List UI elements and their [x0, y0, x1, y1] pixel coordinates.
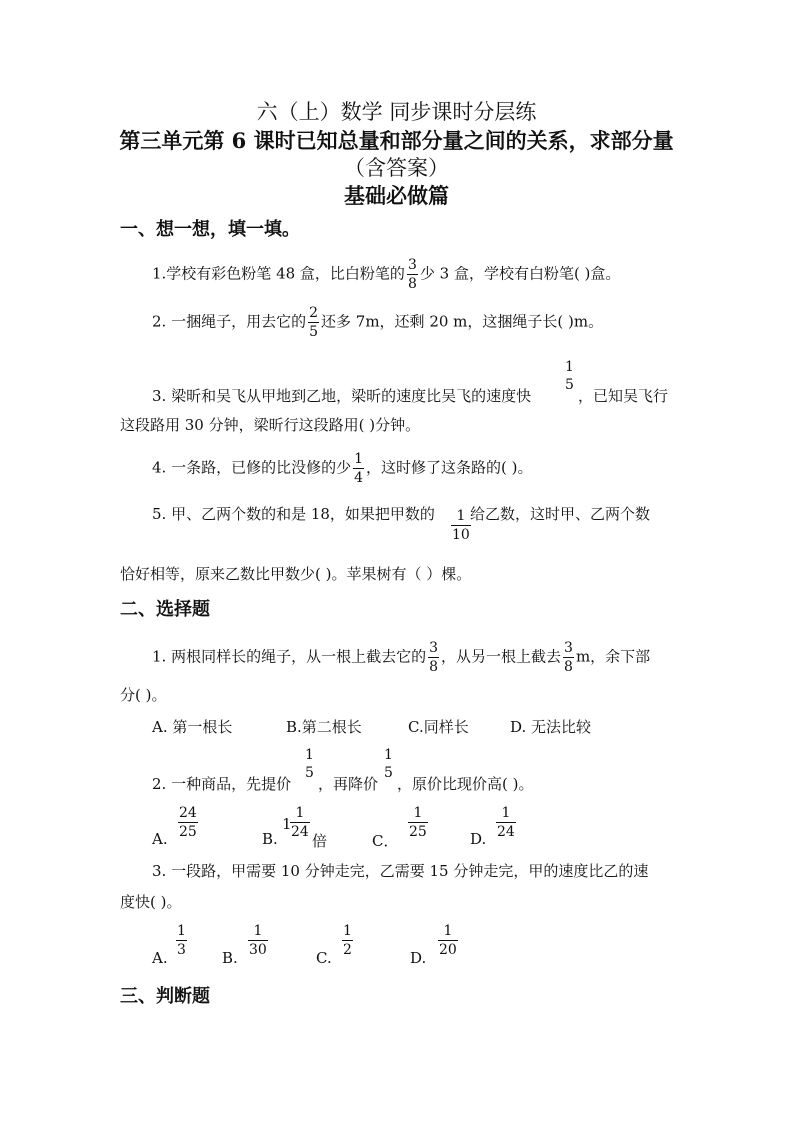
frac-numerator: 1 — [384, 747, 393, 763]
s1-q2-text-b: 还多 7m，还剩 20 m，这捆绳子长( )m。 — [321, 312, 604, 331]
s1-q5-text-a: 5. 甲、乙两个数的和是 18，如果把甲数的 — [152, 505, 435, 523]
s1-q3-text-c: 这段路用 30 分钟，梁昕行这段路用( )分钟。 — [120, 416, 421, 434]
frac-numerator: 3 — [429, 640, 439, 656]
frac-denominator: 25 — [409, 824, 427, 840]
s2-q2-text-a: 2. 一种商品，先提价 — [152, 775, 292, 793]
frac-denominator: 24 — [291, 824, 309, 840]
s1-q3-fraction — [564, 360, 575, 392]
s1-q5-text-b: 给乙数，这时甲、乙两个数 — [470, 505, 651, 523]
s1-q1-fraction — [407, 258, 418, 291]
s2-q1-text-b: ，从另一根上截去 — [441, 647, 562, 666]
s1-q4-fraction — [353, 452, 364, 485]
frac-numerator: 3 — [407, 257, 417, 273]
s1-q4-text-b: ，这时修了这条路的( )。 — [366, 458, 533, 477]
frac-denominator: 8 — [407, 276, 417, 292]
s2-q3-text-b: 度快( )。 — [120, 893, 182, 911]
s2-q1-text-d: 分( )。 — [120, 686, 167, 704]
frac-denominator: 5 — [305, 765, 314, 781]
s2-q2-option-c-fraction — [408, 806, 428, 839]
frac-denominator: 30 — [249, 942, 267, 958]
section1-title: 一、想一想，填一填。 — [120, 219, 300, 240]
s2-q2-option-b-label: B. — [262, 830, 278, 848]
s2-q3-option-c-label: C. — [316, 949, 332, 967]
frac-numerator: 1 — [565, 359, 574, 375]
s2-q2-option-b-fraction — [290, 806, 310, 839]
frac-denominator: 20 — [439, 942, 457, 958]
frac-numerator: 24 — [179, 805, 197, 821]
s2-q3-option-b-fraction — [248, 924, 268, 957]
s2-q1-option-d: D. 无法比较 — [510, 718, 592, 736]
s2-q1-text-a: 1. 两根同样长的绳子，从一根上截去它的 — [152, 647, 427, 666]
s2-q1-fraction-2 — [563, 641, 574, 674]
s1-q1-text-b: 少 3 盒，学校有白粉笔( )盒。 — [419, 264, 621, 283]
s2-q1-fraction-1 — [428, 641, 439, 674]
s2-q2-text-b: ，再降价 — [318, 775, 379, 793]
frac-numerator: 1 — [248, 924, 268, 941]
s2-q3-text-a: 3. 一段路，甲需要 10 分钟走完，乙需要 15 分钟走完，甲的速度比乙的速 — [152, 862, 649, 880]
frac-numerator: 1 — [438, 924, 458, 941]
frac-numerator: 1 — [451, 509, 471, 526]
s2-q2-option-d-label: D. — [470, 830, 487, 848]
frac-denominator: 24 — [497, 824, 515, 840]
frac-numerator: 3 — [564, 640, 573, 656]
s2-q2-fraction-1 — [304, 748, 315, 780]
s2-q2-text-c: ，原价比现价高( )。 — [397, 775, 534, 793]
s1-question-1 — [152, 258, 620, 291]
s2-q3-option-a-label: A. — [152, 949, 168, 967]
frac-numerator: 1 — [290, 806, 310, 823]
frac-denominator: 25 — [179, 824, 197, 840]
frac-numerator: 2 — [309, 305, 319, 321]
s2-q3-option-c-fraction — [342, 924, 353, 957]
frac-numerator: 1 — [354, 451, 364, 467]
s1-q3-text-b: ，已知吴飞行 — [578, 387, 669, 405]
header-level: 基础必做篇 — [344, 183, 449, 208]
frac-numerator: 1 — [177, 923, 186, 939]
s2-q3-option-d-label: D. — [410, 949, 427, 967]
s1-q4-text-a: 4. 一条路，已修的比没修的少 — [152, 458, 352, 477]
frac-denominator: 10 — [452, 527, 470, 543]
frac-denominator: 4 — [354, 470, 364, 486]
s2-question-1 — [152, 641, 650, 674]
frac-denominator: 5 — [384, 765, 393, 781]
frac-numerator: 1 — [408, 806, 428, 823]
s2-q2-option-a-label: A. — [152, 830, 168, 848]
s2-q1-option-b: B.第二根长 — [286, 718, 362, 736]
s2-q2-option-d-fraction — [496, 806, 516, 839]
header-subtitle: 第三单元第 6 课时已知总量和部分量之间的关系，求部分量 — [119, 128, 674, 153]
s1-question-3-line1 — [152, 385, 531, 406]
s2-q2-option-a-fraction — [178, 806, 198, 839]
frac-denominator: 5 — [309, 324, 319, 340]
section3-title: 三、判断题 — [120, 986, 210, 1007]
frac-numerator: 1 — [305, 747, 314, 763]
s1-q2-text-a: 2. 一捆绳子，用去它的 — [152, 312, 307, 331]
s1-q2-fraction — [308, 306, 319, 339]
frac-denominator: 8 — [564, 659, 573, 675]
s2-q2-option-b-tail: 倍 — [312, 832, 328, 850]
s2-q3-option-d-fraction — [438, 924, 458, 957]
s1-question-2 — [152, 306, 603, 339]
s2-q3-option-b-label: B. — [222, 949, 238, 967]
s1-q5-text-c: 恰好相等，原来乙数比甲数少( )。苹果树有（ ）棵。 — [120, 565, 472, 583]
frac-denominator: 8 — [429, 659, 439, 675]
frac-denominator: 3 — [177, 942, 186, 958]
s2-q2-option-b-whole: 1 — [282, 815, 292, 833]
s2-q2-option-c-label: C． — [372, 832, 399, 850]
header-answer-note: （含答案） — [344, 156, 449, 180]
header-title: 六（上）数学 同步课时分层练 — [256, 100, 537, 124]
s2-q1-text-c: m，余下部 — [575, 647, 651, 666]
s2-q2-fraction-2 — [383, 748, 394, 780]
s2-q1-option-a: A. 第一根长 — [152, 718, 233, 736]
s1-q5-fraction — [451, 509, 471, 542]
frac-numerator: 1 — [496, 806, 516, 823]
s1-question-4 — [152, 452, 533, 485]
s1-q3-text-a: 3. 梁昕和吴飞从甲地到乙地，梁昕的速度比吴飞的速度快 — [152, 387, 532, 405]
section2-title: 二、选择题 — [120, 599, 210, 620]
s2-q3-option-a-fraction — [176, 924, 187, 957]
frac-numerator: 1 — [343, 923, 352, 939]
s1-q1-text-a: 1.学校有彩色粉笔 48 盒，比白粉笔的 — [152, 264, 405, 283]
frac-denominator: 5 — [565, 377, 574, 393]
s2-q1-option-c: C.同样长 — [408, 718, 469, 736]
frac-denominator: 2 — [343, 942, 352, 958]
